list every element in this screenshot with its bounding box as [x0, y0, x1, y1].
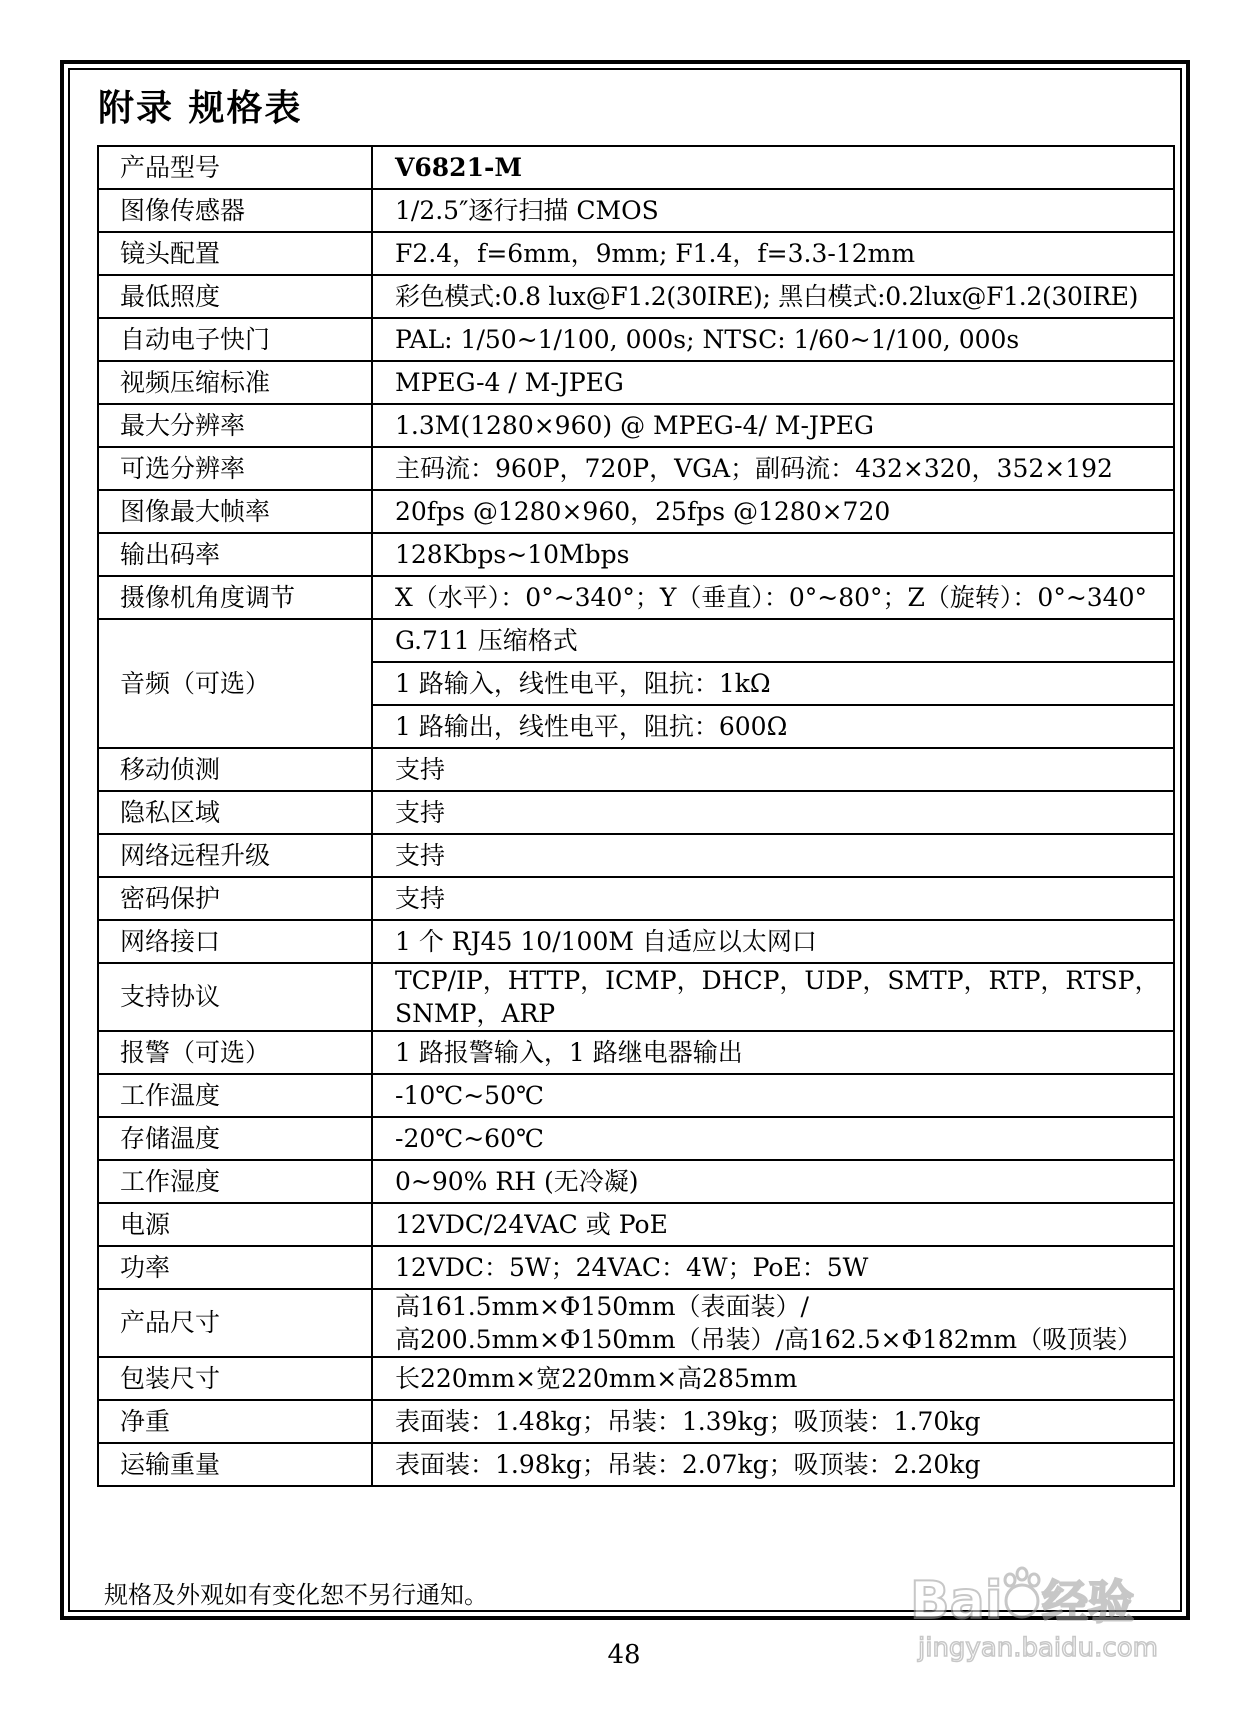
- row-label: 摄像机角度调节: [98, 576, 372, 619]
- row-value: G.711 压缩格式: [372, 619, 1174, 662]
- row-label: 视频压缩标准: [98, 361, 372, 404]
- table-row: [98, 1117, 1174, 1160]
- row-value: 1 路输入，线性电平，阻抗：1kΩ: [372, 662, 1174, 705]
- table-row: [98, 318, 1174, 361]
- row-label: 最低照度: [98, 275, 372, 318]
- table-row: [98, 189, 1174, 232]
- row-value: 20fps @1280×960，25fps @1280×720: [372, 490, 1174, 533]
- table-row: [98, 404, 1174, 447]
- row-value: 表面装：1.98kg；吊装：2.07kg；吸顶装：2.20kg: [372, 1443, 1174, 1486]
- row-value: 12VDC：5W；24VAC：4W；PoE：5W: [372, 1246, 1174, 1289]
- row-label: 包装尺寸: [98, 1357, 372, 1400]
- table-row: [98, 232, 1174, 275]
- row-value: MPEG-4 / M-JPEG: [372, 361, 1174, 404]
- table-row: [98, 1289, 1174, 1357]
- row-label: 净重: [98, 1400, 372, 1443]
- table-row: [98, 361, 1174, 404]
- row-value: 12VDC/24VAC 或 PoE: [372, 1203, 1174, 1246]
- table-row: [98, 533, 1174, 576]
- table-row: [98, 1074, 1174, 1117]
- row-label: 功率: [98, 1246, 372, 1289]
- row-value: 1 路输出，线性电平，阻抗：600Ω: [372, 705, 1174, 748]
- row-label: 网络远程升级: [98, 834, 372, 877]
- row-label: 音频（可选）: [98, 619, 372, 748]
- row-value: 主码流：960P，720P，VGA；副码流：432×320，352×192: [372, 447, 1174, 490]
- row-value: 1 个 RJ45 10/100M 自适应以太网口: [372, 920, 1174, 963]
- row-label: 报警（可选）: [98, 1031, 372, 1074]
- row-label: 镜头配置: [98, 232, 372, 275]
- row-label: 产品尺寸: [98, 1289, 372, 1357]
- row-value: 1 路报警输入，1 路继电器输出: [372, 1031, 1174, 1074]
- table-row: [98, 791, 1174, 834]
- row-value: X（水平）：0°~340°；Y（垂直）：0°~80°；Z（旋转）：0°~340°: [372, 576, 1174, 619]
- row-label: 支持协议: [98, 963, 372, 1031]
- table-row: [98, 1031, 1174, 1074]
- table-row: [98, 490, 1174, 533]
- table-row: [98, 1400, 1174, 1443]
- row-label: 工作温度: [98, 1074, 372, 1117]
- row-label: 图像传感器: [98, 189, 372, 232]
- row-value: PAL: 1/50~1/100, 000s; NTSC: 1/60~1/100, 000s: [372, 318, 1174, 361]
- row-value: -10℃~50℃: [372, 1074, 1174, 1117]
- row-value: 0~90% RH (无冷凝): [372, 1160, 1174, 1203]
- table-row: [98, 1357, 1174, 1400]
- row-value: -20℃~60℃: [372, 1117, 1174, 1160]
- row-label: 输出码率: [98, 533, 372, 576]
- table-row: [98, 963, 1174, 1031]
- row-value-line: TCP/IP，HTTP，ICMP，DHCP，UDP，SMTP，RTP，RTSP，: [395, 966, 1160, 995]
- row-value: 支持: [372, 877, 1174, 920]
- row-label: 隐私区域: [98, 791, 372, 834]
- row-value: [372, 1289, 1174, 1357]
- row-value: 128Kbps~10Mbps: [372, 533, 1174, 576]
- row-value: V6821-M: [372, 146, 1174, 189]
- table-row: [98, 1203, 1174, 1246]
- table-row: [98, 834, 1174, 877]
- table-row: [98, 1160, 1174, 1203]
- table-row: [98, 920, 1174, 963]
- row-value: 支持: [372, 834, 1174, 877]
- table-row: [98, 1246, 1174, 1289]
- row-label: 可选分辨率: [98, 447, 372, 490]
- row-label: 自动电子快门: [98, 318, 372, 361]
- page-title: 附录 规格表: [98, 88, 303, 129]
- footnote: 规格及外观如有变化恕不另行通知。: [104, 1581, 488, 1609]
- table-row: [98, 619, 1174, 662]
- row-label: 图像最大帧率: [98, 490, 372, 533]
- page-number: 48: [607, 1640, 641, 1670]
- row-value: 支持: [372, 748, 1174, 791]
- table-row: [98, 1443, 1174, 1486]
- row-value: 表面装：1.48kg；吊装：1.39kg；吸顶装：1.70kg: [372, 1400, 1174, 1443]
- row-value: 1.3M(1280×960) @ MPEG-4/ M-JPEG: [372, 404, 1174, 447]
- row-label: 移动侦测: [98, 748, 372, 791]
- svg-text:Bai: Bai: [910, 1571, 1003, 1631]
- table-row: [98, 447, 1174, 490]
- row-label: 密码保护: [98, 877, 372, 920]
- spec-table: [97, 145, 1175, 1487]
- row-value-line: 高200.5mm×Φ150mm（吊装）/高162.5×Φ182mm（吸顶装）: [395, 1325, 1143, 1354]
- row-label: 工作湿度: [98, 1160, 372, 1203]
- row-value-line: 高161.5mm×Φ150mm（表面装）/: [395, 1292, 809, 1321]
- row-label: 产品型号: [98, 146, 372, 189]
- row-value: 支持: [372, 791, 1174, 834]
- baidu-watermark-logo: [890, 1556, 1190, 1666]
- row-label: 存储温度: [98, 1117, 372, 1160]
- row-value: 彩色模式:0.8 lux@F1.2(30IRE); 黑白模式:0.2lux@F1.2(30IRE): [372, 275, 1174, 318]
- row-label: 电源: [98, 1203, 372, 1246]
- table-row: [98, 146, 1174, 189]
- svg-text:jingyan.baidu.com: jingyan.baidu.com: [918, 1633, 1158, 1663]
- row-value: 1/2.5″逐行扫描 CMOS: [372, 189, 1174, 232]
- row-label: 网络接口: [98, 920, 372, 963]
- table-row: [98, 877, 1174, 920]
- row-label: 运输重量: [98, 1443, 372, 1486]
- row-value-line: SNMP，ARP: [395, 999, 556, 1028]
- table-row: [98, 275, 1174, 318]
- svg-text:经验: 经验: [1042, 1575, 1134, 1629]
- table-row: [98, 576, 1174, 619]
- table-row: [98, 748, 1174, 791]
- row-value: [372, 963, 1174, 1031]
- row-label: 最大分辨率: [98, 404, 372, 447]
- row-value: 长220mm×宽220mm×高285mm: [372, 1357, 1174, 1400]
- row-value: F2.4，f=6mm，9mm; F1.4，f=3.3-12mm: [372, 232, 1174, 275]
